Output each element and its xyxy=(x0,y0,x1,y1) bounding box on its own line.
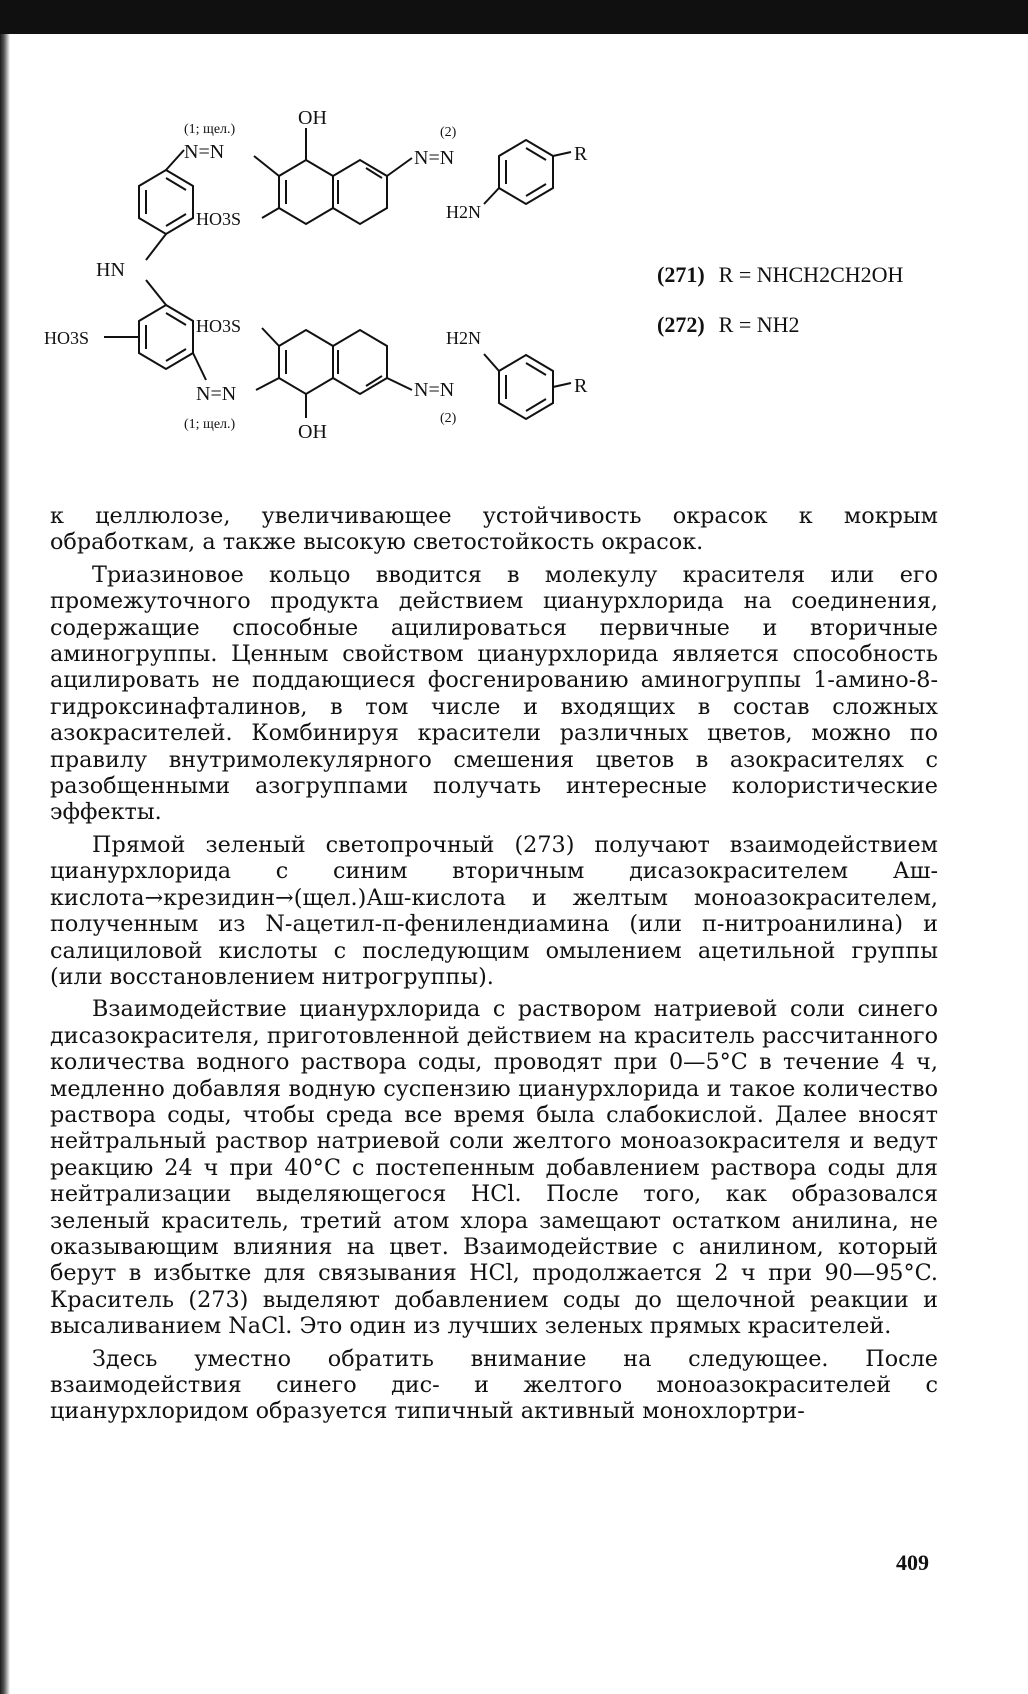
structural-formula xyxy=(36,100,636,480)
sulfo-left-label: HO3S xyxy=(44,328,90,348)
azo-2-bottom-label: N=N xyxy=(414,379,455,401)
substituent-r-top-label: R xyxy=(574,143,588,165)
scan-top-border xyxy=(0,0,1028,34)
body-text xyxy=(50,503,938,1431)
compound-271-line xyxy=(657,250,957,300)
condition-bottom-label: (1; щел.) xyxy=(184,417,236,432)
amino-top-label: H2N xyxy=(446,202,481,222)
compound-legend xyxy=(657,250,957,350)
condition-top-label: (1; щел.) xyxy=(184,122,236,137)
azo-1-top-label: N=N xyxy=(184,141,225,163)
page-number: 409 xyxy=(896,1550,929,1575)
paragraph-5: Здесь уместно обратить внимание на следующее. После взаимодействия синего дис- и желтого моноазокрасителей с цианурхлоридом образуется типичный активный монохлортри- xyxy=(50,1345,938,1425)
paragraph-2: Триазиновое кольцо вводится в молекулу красителя или его промежуточного продукта действием цианурхлорида на соединения, содержащие способные ацилироваться первичные и вторичные аминогруппы. Ценным свойством цианурхлорида является способность ацилировать не поддающиеся фосгенированию аминогруппы 1-амино-8-гидроксинафталинов, в том числе и входящих в состав сложных азокрасителей. Комбинируя красители различных цветов, можно по правилу внутримолекулярного смешения цветов в азокрасителях с разобщенными азогруппами получать интересные колористические эффекты. xyxy=(50,561,938,826)
azo-1-bottom-label: N=N xyxy=(196,383,237,405)
hydroxyl-top-label: OH xyxy=(298,107,327,129)
paragraph-4: Взаимодействие цианурхлорида с раствором натриевой соли синего дисазокрасителя, приготовленной действием на краситель рассчитанного количества водного раствора соды, проводят при 0—5°C в течение 4 ч, медленно добавляя водную суспензию цианурхлорида и такое количество раствора соды, чтобы среда все время была слабокислой. Далее вносят нейтральный раствор натриевой соли желтого моноазокрасителя и ведут реакцию 24 ч при 40°C с постепенным добавлением раствора соды для нейтрализации выделяющегося HCl. После того, как образовался зеленый краситель, третий атом хлора замещают остатком анилина, не оказывающим влияния на цвет. Взаимодействие с анилином, который берут в избытке для связывания HCl, продолжается 2 ч при 90—95°C. Краситель (273) выделяют добавлением соды до щелочной реакции и высаливанием NaCl. Это один из лучших зеленых прямых красителей. xyxy=(50,996,938,1340)
compound-272-line xyxy=(657,300,957,350)
structural-formula-svg xyxy=(36,100,636,480)
paragraph-1: к целлюлозе, увеличивающее устойчивость окрасок к мокрым обработкам, а также высокую светостойкость окрасок. xyxy=(50,503,938,556)
paragraph-3: Прямой зеленый светопрочный (273) получают взаимодействием цианурхлорида с синим вторичным дисазокрасителем Аш-кислота→крезидин→(щел.)Аш-кислота и желтым моноазокрасителем, полученным из N-ацетил-п-фенилендиамина (или п-нитроанилина) и салициловой кислоты с последующим омылением ацетильной группы (или восстановлением нитрогруппы). xyxy=(50,831,938,990)
imino-label: HN xyxy=(96,259,125,281)
sulfo-top-label: HO3S xyxy=(196,209,242,229)
compound-271-number: (271) xyxy=(657,262,705,287)
number-2-bottom-label: (2) xyxy=(440,411,457,426)
compound-272-formula: R = NH2 xyxy=(718,312,800,337)
sulfo-mid-label: HO3S xyxy=(196,316,242,336)
compound-272-number: (272) xyxy=(657,312,705,337)
compound-271-formula: R = NHCH2CH2OH xyxy=(718,262,904,287)
azo-2-top-label: N=N xyxy=(414,147,455,169)
substituent-r-bottom-label: R xyxy=(574,375,588,397)
hydroxyl-bottom-label: OH xyxy=(298,421,327,443)
amino-bottom-label: H2N xyxy=(446,328,481,348)
number-2-top-label: (2) xyxy=(440,125,457,140)
scan-left-edge xyxy=(0,34,10,1694)
